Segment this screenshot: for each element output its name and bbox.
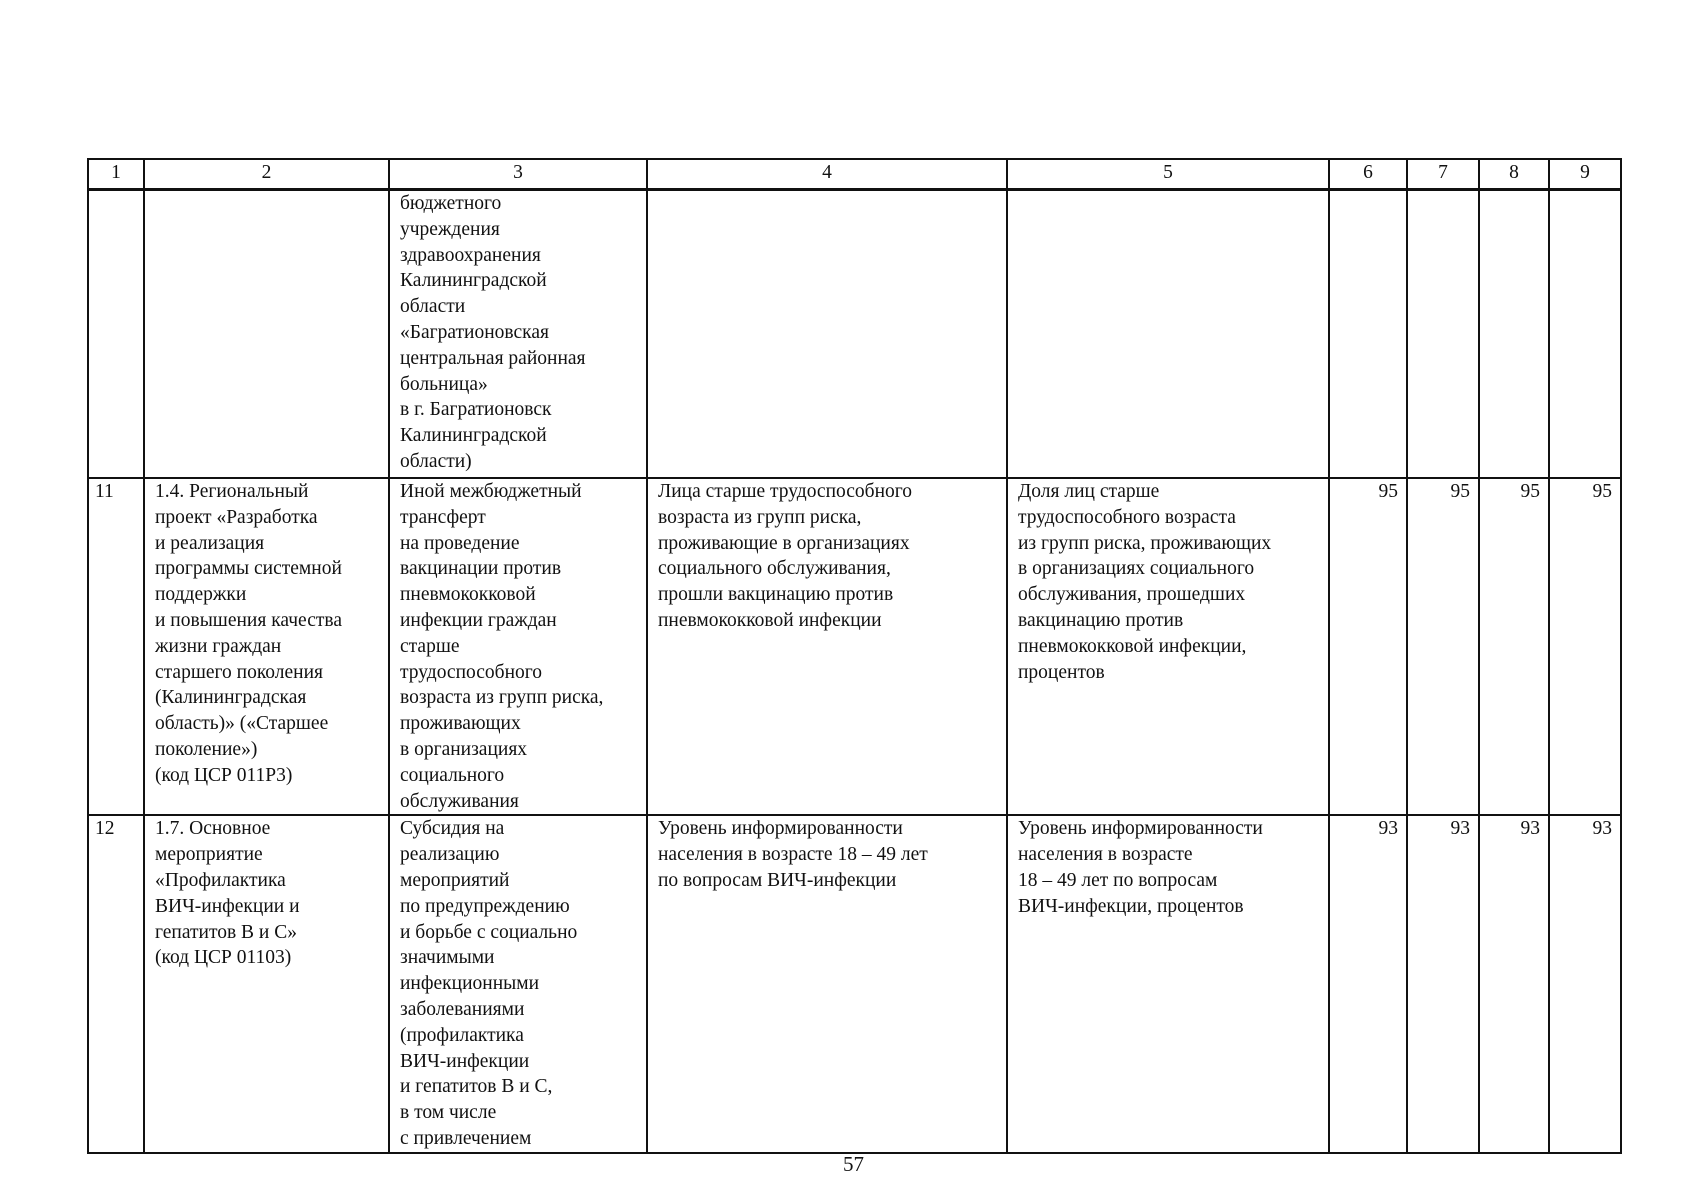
value-col-8-cell: 93: [1479, 815, 1549, 1152]
value-col-6-cell: 93: [1329, 815, 1407, 1152]
table-row-11: [88, 478, 1621, 815]
row-number-cell: [88, 190, 144, 479]
measure-cell: Иной межбюджетный трансферт на проведение вакцинации против пневмококковой инфекции граждан старше трудоспособного возраста из групп риска, проживающих в организациях социального обслуживания: [389, 478, 647, 815]
value-col-9-cell: [1549, 190, 1621, 479]
indicator-cell: Доля лиц старше трудоспособного возраста из групп риска, проживающих в организациях социального обслуживания, прошедших вакцинацию против пневмококковой инфекции, процентов: [1007, 478, 1329, 815]
header-row: [88, 159, 1621, 190]
recipients-cell: Лица старше трудоспособного возраста из групп риска, проживающие в организациях социального обслуживания, прошли вакцинацию против пневмококковой инфекции: [647, 478, 1007, 815]
header-col-4: 4: [647, 159, 1007, 190]
event-name-cell: [144, 190, 389, 479]
recipients-cell: [647, 190, 1007, 479]
header-col-7: 7: [1407, 159, 1479, 190]
value-col-8-cell: 95: [1479, 478, 1549, 815]
header-col-6: 6: [1329, 159, 1407, 190]
header-col-8: 8: [1479, 159, 1549, 190]
value-col-7-cell: [1407, 190, 1479, 479]
measure-cell: бюджетного учреждения здравоохранения Калининградской области «Багратионовская центральная районная больница» в г. Багратионовск Калининградской области): [389, 190, 647, 479]
header-col-1: 1: [88, 159, 144, 190]
value-col-7-cell: 95: [1407, 478, 1479, 815]
recipients-cell: Уровень информированности населения в возрасте 18 – 49 лет по вопросам ВИЧ-инфекции: [647, 815, 1007, 1152]
value-col-9-cell: 95: [1549, 478, 1621, 815]
value-col-6-cell: [1329, 190, 1407, 479]
value-col-8-cell: [1479, 190, 1549, 479]
header-col-2: 2: [144, 159, 389, 190]
indicator-cell: [1007, 190, 1329, 479]
value-col-6-cell: 95: [1329, 478, 1407, 815]
header-col-3: 3: [389, 159, 647, 190]
row-number-cell: 12: [88, 815, 144, 1152]
header-col-9: 9: [1549, 159, 1621, 190]
indicator-cell: Уровень информированности населения в возрасте 18 – 49 лет по вопросам ВИЧ-инфекции, процентов: [1007, 815, 1329, 1152]
measure-cell: Субсидия на реализацию мероприятий по предупреждению и борьбе с социально значимыми инфекционными заболеваниями (профилактика ВИЧ-инфекции и гепатитов В и С, в том числе с привлечением: [389, 815, 647, 1152]
table-row-12: [88, 815, 1621, 1152]
header-col-5: 5: [1007, 159, 1329, 190]
event-name-cell: 1.7. Основное мероприятие «Профилактика ВИЧ-инфекции и гепатитов В и С» (код ЦСР 01103): [144, 815, 389, 1152]
table-row-continuation: [88, 190, 1621, 479]
program-table: [87, 158, 1622, 1154]
value-col-9-cell: 93: [1549, 815, 1621, 1152]
event-name-cell: 1.4. Региональный проект «Разработка и реализация программы системной поддержки и повышения качества жизни граждан старшего поколения (Калининградская область)» («Старшее поколение») (код ЦСР 011Р3): [144, 478, 389, 815]
value-col-7-cell: 93: [1407, 815, 1479, 1152]
row-number-cell: 11: [88, 478, 144, 815]
page-number: 57: [843, 1152, 864, 1176]
